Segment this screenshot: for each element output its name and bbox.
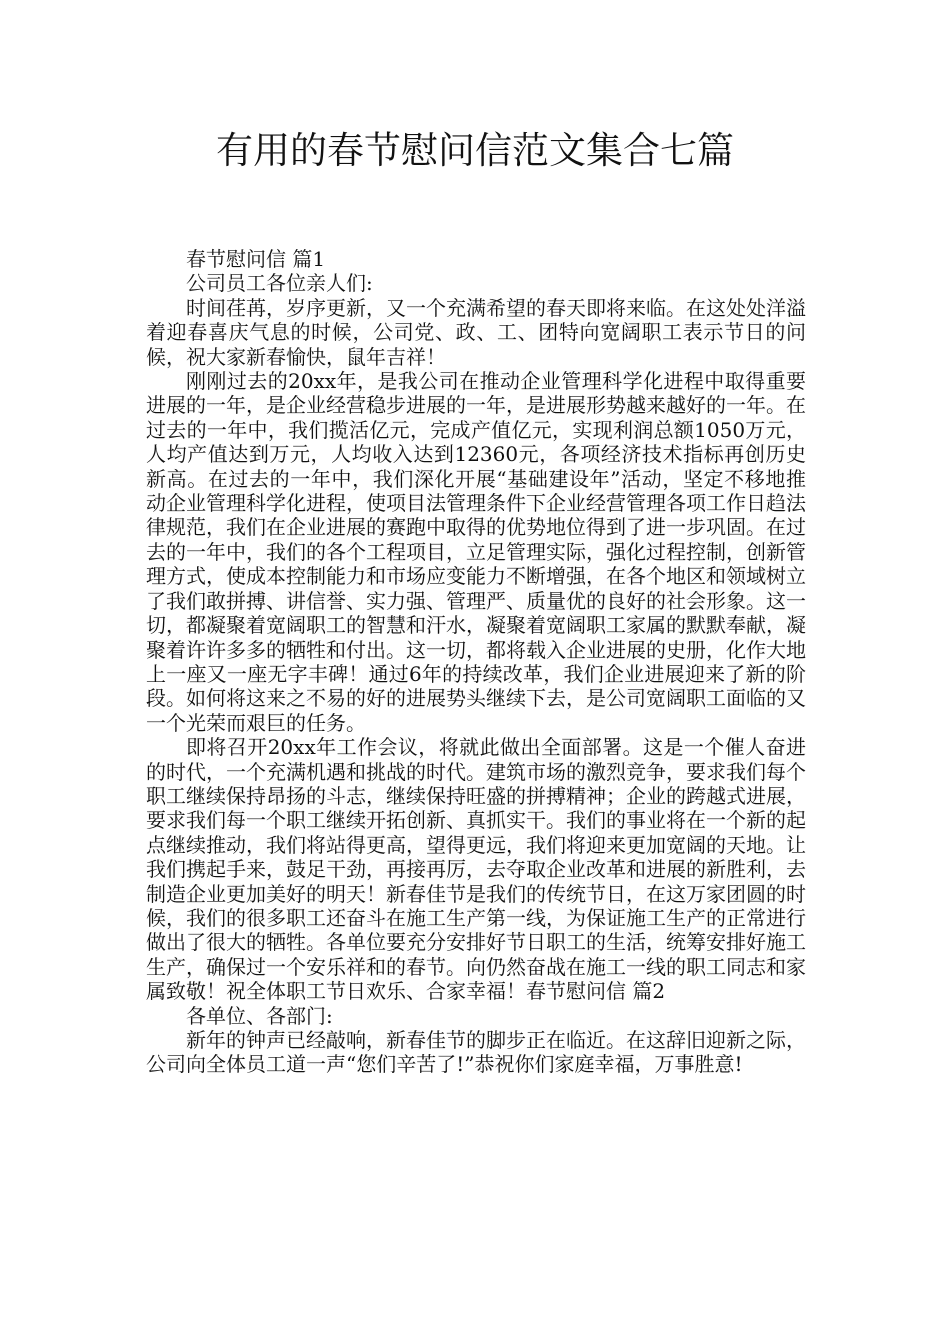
section-heading: 春节慰问信 篇1 — [186, 247, 326, 271]
body-paragraph: 刚刚过去的20xx年，是我公司在推动企业管理科学化进程中取得重要进展的一年，是企业经营稳步进展的一年，是进展形势越来越好的一年。在过去的一年中，我们揽活亿元，完成产值亿元，实现利润总额1050万元，人均产值达到万元，人均收入达到12360元，各项经济技术指标再创历史新高。在过去的一年中，我们深化开展“基础建设年”活动，坚定不移地推动企业管理科学化进程，使项目法管理条件下企业经营管理各项工作日趋法律规范，我们在企业进展的赛跑中取得的优势地位得到了进一步巩固。在过去的一年中，我们的各个工程项目，立足管理实际，强化过程控制，创新管理方式，使成本控制能力和市场应变能力不断增强，在各个地区和领域树立了我们敢拼搏、讲信誉、实力强、管理严、质量优的良好的社会形象。这一切，都凝聚着宽阔职工的智慧和汗水，凝聚着宽阔职工家属的默默奉献，凝聚着许许多多的牺牲和付出。这一切，都将载入企业进展的史册，化作大地上一座又一座无字丰碑！通过6年的持续改革，我们企业进展迎来了新的阶段。如何将这来之不易的好的进展势头继续下去，是公司宽阔职工面临的又一个光荣而艰巨的任务。 — [146, 369, 806, 735]
body-paragraph: 即将召开20xx年工作会议，将就此做出全面部署。这是一个催人奋进的时代，一个充满机遇和挑战的时代。建筑市场的激烈竞争，要求我们每个职工继续保持昂扬的斗志，继续保持旺盛的拼搏精神；企业的跨越式进展，要求我们每一个职工继续开拓创新、真抓实干。我们的事业将在一个新的起点继续推动，我们将站得更高，望得更远，我们将迎来更加宽阔的天地。让我们携起手来，鼓足干劲，再接再厉，去夺取企业改革和进展的新胜利，去制造企业更加美好的明天！新春佳节是我们的传统节日，在这万家团圆的时候，我们的很多职工还奋斗在施工生产第一线，为保证施工生产的正常进行做出了很大的牺牲。各单位要充分安排好节日职工的生活，统筹安排好施工生产，确保过一个安乐祥和的春节。向仍然奋战在施工一线的职工同志和家属致敬！祝全体职工节日欢乐、合家幸福！春节慰问信 篇2 — [146, 735, 806, 1004]
body-paragraph: 新年的钟声已经敲响，新春佳节的脚步正在临近。在这辞旧迎新之际，公司向全体员工道一声“您们辛苦了!”恭祝你们家庭幸福，万事胜意! — [146, 1028, 806, 1077]
body-paragraph: 时间荏苒，岁序更新，又一个充满希望的春天即将来临。在这处处洋溢着迎春喜庆气息的时候，公司党、政、工、团特向宽阔职工表示节日的问候，祝大家新春愉快，鼠年吉祥！ — [146, 295, 806, 369]
document-body — [146, 247, 806, 1077]
salutation: 公司员工各位亲人们: — [186, 271, 373, 296]
salutation: 各单位、各部门: — [186, 1003, 333, 1028]
document-title: 有用的春节慰问信范文集合七篇 — [216, 129, 734, 172]
